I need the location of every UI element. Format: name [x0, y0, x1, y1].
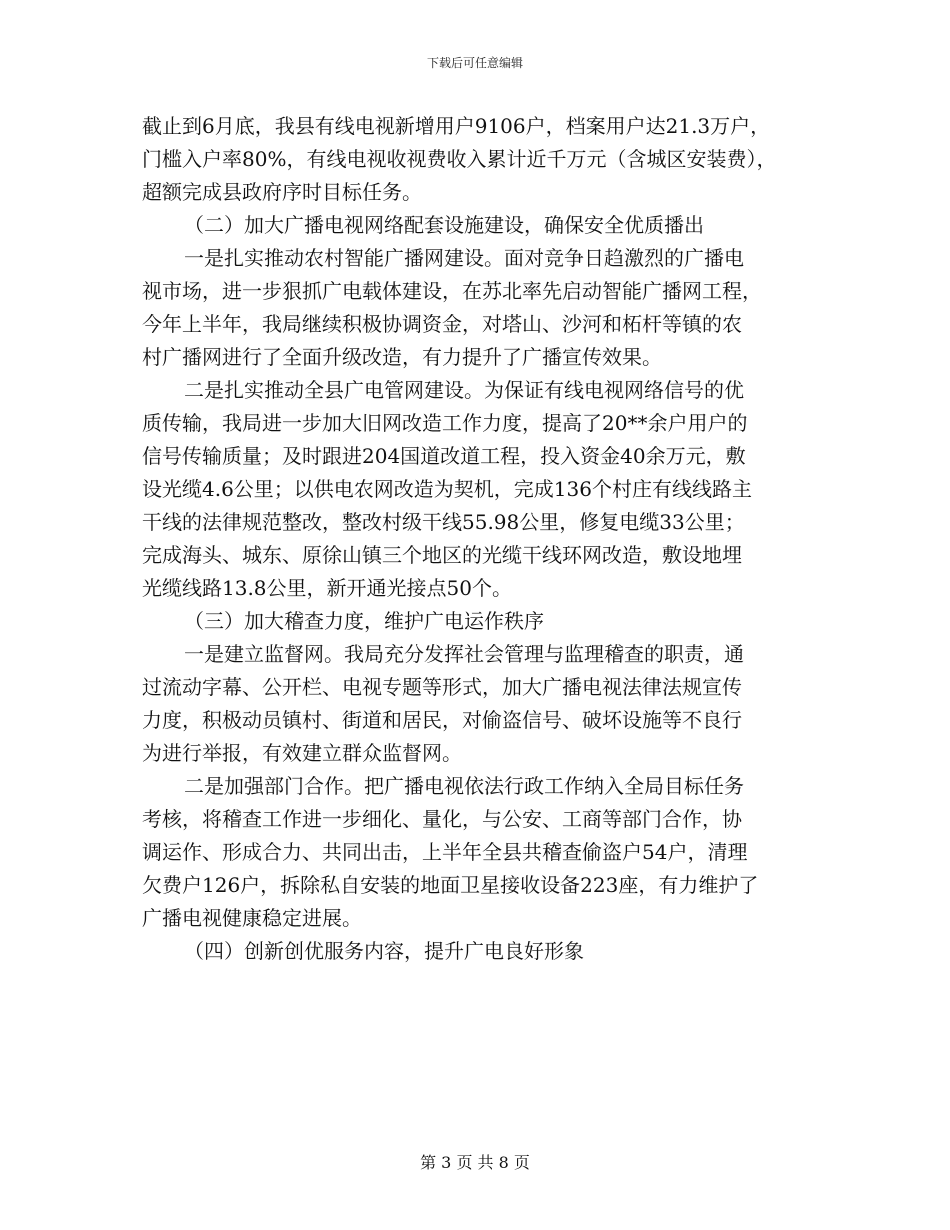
- document-body: [142, 110, 822, 968]
- page-number-text: 第 3 页 共 8 页: [420, 1153, 530, 1172]
- text-line: 光缆线路13.8公里，新开通光接点50个。: [142, 576, 512, 600]
- paragraph-4: [142, 638, 822, 770]
- paragraph-2: [142, 242, 822, 374]
- text-line: 调运作、形成合力、共同出击，上半年全县共稽查偷盗户54户，清理: [142, 840, 748, 864]
- text-line: 超额完成县政府序时目标任务。: [142, 180, 422, 204]
- text-line: 质传输，我局进一步加大旧网改造工作力度，提高了20**余户用户的: [142, 411, 748, 435]
- section-heading-3: （三）加大稽查力度，维护广电运作秩序: [184, 609, 544, 633]
- text-line: 视市场，进一步狠抓广电载体建设，在苏北率先启动智能广播网工程，: [142, 279, 762, 303]
- text-line: 完成海头、城东、原徐山镇三个地区的光缆干线环网改造，敷设地埋: [142, 543, 742, 567]
- page-header: 下载后可任意编辑: [426, 56, 523, 70]
- text-line: 截止到6月底，我县有线电视新增用户9106户，档案用户达21.3万户，: [142, 114, 771, 138]
- text-line: 二是扎实推动全县广电管网建设。为保证有线电视网络信号的优: [184, 378, 744, 402]
- text-line: 干线的法律规范整改，整改村级干线55.98公里，修复电缆33公里；: [142, 510, 745, 534]
- section-heading-2: （二）加大广播电视网络配套设施建设，确保安全优质播出: [184, 213, 704, 237]
- paragraph-5: [142, 770, 822, 935]
- text-line: 信号传输质量；及时跟进204国道改道工程，投入资金40余万元，敷: [142, 444, 746, 468]
- text-line: 为进行举报，有效建立群众监督网。: [142, 741, 462, 765]
- text-line: 今年上半年，我局继续积极协调资金，对塔山、沙河和柘杆等镇的农: [142, 312, 742, 336]
- paragraph-1: [142, 110, 822, 209]
- text-line: 广播电视健康稳定进展。: [142, 906, 362, 930]
- text-line: 力度，积极动员镇村、街道和居民，对偷盗信号、破坏设施等不良行: [142, 708, 742, 732]
- text-line: 一是建立监督网。我局充分发挥社会管理与监理稽查的职责，通: [184, 642, 744, 666]
- text-line: 设光缆4.6公里；以供电农网改造为契机，完成136个村庄有线线路主: [142, 477, 752, 501]
- page-number: [0, 1150, 950, 1173]
- section-heading-4: （四）创新创优服务内容，提升广电良好形象: [184, 939, 584, 963]
- text-line: 过流动字幕、公开栏、电视专题等形式，加大广播电视法律法规宣传: [142, 675, 742, 699]
- text-line: 考核，将稽查工作进一步细化、量化，与公安、工商等部门合作，协: [142, 807, 742, 831]
- text-line: 村广播网进行了全面升级改造，有力提升了广播宣传效果。: [142, 345, 662, 369]
- text-line: 欠费户126户，拆除私自安装的地面卫星接收设备223座，有力维护了: [142, 873, 759, 897]
- text-line: 门槛入户率80%，有线电视收视费收入累计近千万元（含城区安装费），: [142, 147, 777, 171]
- paragraph-3: [142, 374, 822, 605]
- text-line: 一是扎实推动农村智能广播网建设。面对竞争日趋激烈的广播电: [184, 246, 744, 270]
- text-line: 二是加强部门合作。把广播电视依法行政工作纳入全局目标任务: [184, 774, 744, 798]
